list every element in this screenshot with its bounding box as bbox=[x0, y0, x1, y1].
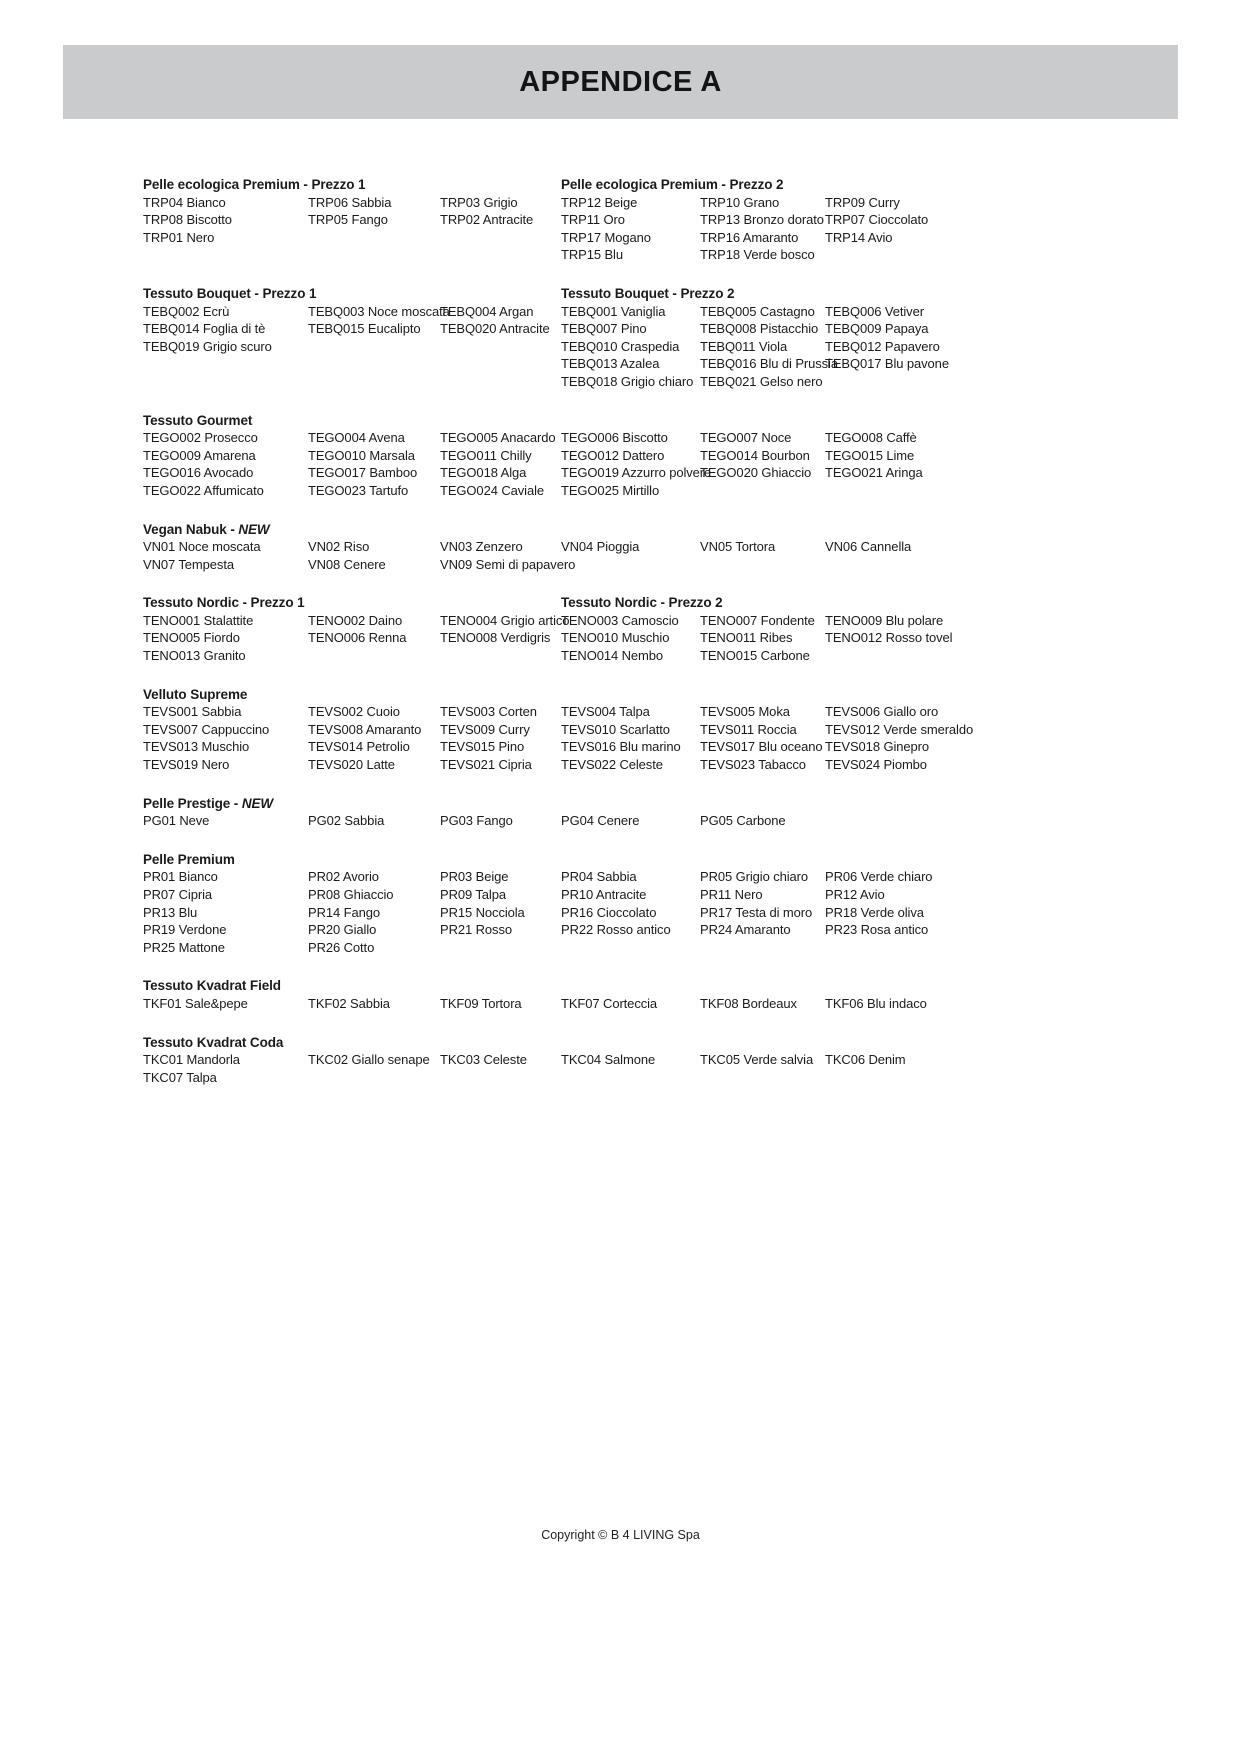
color-code-item: TEGO017 Bamboo bbox=[308, 465, 418, 481]
color-code-item: TEBQ006 Vetiver bbox=[825, 303, 924, 319]
color-code-item: PR11 Nero bbox=[700, 887, 763, 902]
color-code-item: PR21 Rosso bbox=[440, 922, 512, 938]
color-code-item: TEBQ004 Argan bbox=[440, 303, 534, 319]
color-code-item: TEVS010 Scarlatto bbox=[561, 721, 670, 737]
section-title: Tessuto Kvadrat Field bbox=[143, 978, 281, 994]
color-code-item: TEGO022 Affumicato bbox=[143, 482, 264, 498]
color-code-item: TEGO014 Bourbon bbox=[700, 447, 810, 463]
new-badge: NEW bbox=[241, 795, 274, 811]
color-code-item: VN03 Zenzero bbox=[440, 539, 523, 555]
color-code-item: TEBQ015 Eucalipto bbox=[308, 321, 421, 337]
section-title: Tessuto Kvadrat Coda bbox=[143, 1034, 284, 1050]
color-code-item: TENO007 Fondente bbox=[700, 612, 815, 628]
color-code-item: TEGO023 Tartufo bbox=[308, 482, 409, 498]
color-code-item: TENO005 Fiordo bbox=[143, 630, 240, 646]
color-code-item: TEGO009 Amarena bbox=[143, 447, 256, 463]
color-code-item: TEGO016 Avocado bbox=[143, 465, 254, 481]
color-code-item: PR02 Avorio bbox=[308, 869, 379, 885]
color-code-item: PR09 Talpa bbox=[440, 887, 506, 902]
color-code-item: VN02 Riso bbox=[308, 539, 370, 555]
color-code-item: TEVS002 Cuoio bbox=[308, 704, 400, 720]
color-code-item: TEBQ005 Castagno bbox=[700, 303, 815, 319]
color-code-item: TKF02 Sabbia bbox=[308, 995, 390, 1011]
color-code-item: TENO012 Rosso tovel bbox=[825, 630, 953, 646]
color-code-item: TEVS015 Pino bbox=[440, 739, 525, 755]
color-code-item: TEBQ001 Vaniglia bbox=[561, 303, 666, 319]
color-code-item: VN07 Tempesta bbox=[143, 556, 234, 572]
section bbox=[143, 686, 1153, 774]
color-code-item: TKC06 Denim bbox=[825, 1052, 906, 1068]
color-code-item: TENO008 Verdigris bbox=[440, 630, 551, 646]
color-code-item: TEVS012 Verde smeraldo bbox=[825, 721, 974, 737]
color-code-item: TENO006 Renna bbox=[308, 630, 407, 646]
color-code-item: VN01 Noce moscata bbox=[143, 539, 261, 555]
new-badge: NEW bbox=[238, 521, 270, 537]
color-code-item: TRP04 Bianco bbox=[143, 194, 226, 210]
color-code-item: TEVS006 Giallo oro bbox=[825, 704, 939, 720]
color-code-item: PR25 Mattone bbox=[143, 939, 225, 955]
color-code-item: TEGO004 Avena bbox=[308, 430, 405, 446]
color-code-item: TEGO015 Lime bbox=[825, 447, 915, 463]
color-code-item: TKF08 Bordeaux bbox=[700, 995, 797, 1011]
color-code-item: TKF09 Tortora bbox=[440, 995, 522, 1011]
color-code-item: TEBQ018 Grigio chiaro bbox=[561, 373, 694, 389]
color-code-item: TEGO020 Ghiaccio bbox=[700, 465, 812, 481]
color-code-item: PR26 Cotto bbox=[308, 939, 375, 955]
color-code-item: TEGO011 Chilly bbox=[440, 447, 532, 463]
color-code-item: TEBQ003 Noce moscata bbox=[308, 303, 450, 319]
color-code-item: TEVS001 Sabbia bbox=[143, 704, 242, 720]
color-code-item: TEBQ016 Blu di Prussia bbox=[700, 356, 838, 372]
page-title: APPENDICE A bbox=[519, 65, 722, 98]
color-code-item: PG02 Sabbia bbox=[308, 813, 385, 829]
color-code-item: PG05 Carbone bbox=[700, 813, 786, 829]
color-code-item: TKF06 Blu indaco bbox=[825, 995, 927, 1011]
color-code-item: TKC02 Giallo senape bbox=[308, 1052, 430, 1068]
color-code-item: VN06 Cannella bbox=[825, 539, 912, 555]
section bbox=[143, 851, 1153, 957]
color-code-item: TKF07 Corteccia bbox=[561, 995, 658, 1011]
color-code-item: TRP18 Verde bosco bbox=[700, 247, 815, 263]
section-title: Vegan Nabuk - NEW bbox=[143, 521, 270, 537]
color-code-item: PR24 Amaranto bbox=[700, 922, 791, 938]
color-code-item: PR13 Blu bbox=[143, 904, 198, 920]
section-title: Tessuto Bouquet - Prezzo 2 bbox=[561, 285, 735, 301]
color-code-item: TRP11 Oro bbox=[561, 212, 625, 228]
section-title: Pelle ecologica Premium - Prezzo 2 bbox=[561, 177, 784, 192]
section bbox=[143, 977, 1153, 1012]
color-code-item: PR19 Verdone bbox=[143, 922, 227, 938]
color-code-item: TEGO006 Biscotto bbox=[561, 430, 668, 446]
color-code-item: TEBQ012 Papavero bbox=[825, 338, 940, 354]
color-code-item: PR05 Grigio chiaro bbox=[700, 869, 809, 885]
color-code-item: TRP05 Fango bbox=[308, 212, 388, 228]
color-code-item: TENO014 Nembo bbox=[561, 648, 664, 664]
color-code-item: PR22 Rosso antico bbox=[561, 922, 671, 938]
color-code-item: TEVS003 Corten bbox=[440, 704, 537, 720]
color-code-item: TEVS009 Curry bbox=[440, 721, 530, 737]
color-code-item: TEBQ013 Azalea bbox=[561, 356, 660, 372]
color-code-item: PR10 Antracite bbox=[561, 887, 647, 902]
color-code-item: TEGO025 Mirtillo bbox=[561, 482, 660, 498]
section-title: Tessuto Nordic - Prezzo 1 bbox=[143, 595, 305, 611]
color-code-item: TEGO019 Azzurro polvere bbox=[561, 465, 712, 481]
section-title: Pelle Premium bbox=[143, 851, 235, 867]
color-code-item: TRP14 Avio bbox=[825, 229, 893, 245]
color-code-item: TEVS020 Latte bbox=[308, 757, 395, 773]
color-code-item: TEGO002 Prosecco bbox=[143, 430, 258, 446]
color-code-item: TEGO021 Aringa bbox=[825, 465, 923, 481]
color-code-item: PR07 Cipria bbox=[143, 887, 212, 902]
color-code-item: TKF01 Sale&pepe bbox=[143, 995, 248, 1011]
color-code-item: TEVS017 Blu oceano bbox=[700, 739, 823, 755]
color-code-item: TEVS014 Petrolio bbox=[308, 739, 410, 755]
color-code-item: TENO010 Muschio bbox=[561, 630, 670, 646]
color-code-item: PR06 Verde chiaro bbox=[825, 869, 933, 885]
section-title: Tessuto Bouquet - Prezzo 1 bbox=[143, 285, 317, 301]
color-code-item: TEBQ007 Pino bbox=[561, 321, 647, 337]
color-code-item: PR23 Rosa antico bbox=[825, 922, 929, 938]
color-code-item: TEGO005 Anacardo bbox=[440, 430, 556, 446]
color-code-item: TEVS016 Blu marino bbox=[561, 739, 681, 755]
color-code-item: TEGO008 Caffè bbox=[825, 430, 917, 446]
color-code-item: TEGO018 Alga bbox=[440, 465, 527, 481]
color-code-item: PR20 Giallo bbox=[308, 922, 377, 938]
color-code-item: VN08 Cenere bbox=[308, 556, 386, 572]
color-code-item: TEVS004 Talpa bbox=[561, 704, 650, 720]
color-code-item: TRP09 Curry bbox=[825, 194, 900, 210]
color-code-item: TRP03 Grigio bbox=[440, 194, 518, 210]
color-code-item: PR17 Testa di moro bbox=[700, 904, 813, 920]
color-code-item: TEBQ017 Blu pavone bbox=[825, 356, 949, 372]
color-code-item: TENO013 Granito bbox=[143, 648, 246, 664]
section-title: Tessuto Gourmet bbox=[143, 412, 253, 428]
color-code-item: TENO002 Daino bbox=[308, 612, 403, 628]
section bbox=[143, 412, 1153, 500]
color-code-item: TENO003 Camoscio bbox=[561, 612, 679, 628]
color-code-item: PG04 Cenere bbox=[561, 813, 640, 829]
color-code-item: VN05 Tortora bbox=[700, 539, 776, 555]
color-code-item: PR01 Bianco bbox=[143, 869, 218, 885]
color-code-item: TRP13 Bronzo dorato bbox=[700, 212, 824, 228]
color-code-item: VN09 Semi di papavero bbox=[440, 556, 576, 572]
color-code-item: TEVS019 Nero bbox=[143, 757, 230, 773]
color-code-item: TEBQ002 Ecrù bbox=[143, 303, 230, 319]
color-code-item: TEVS023 Tabacco bbox=[700, 757, 806, 773]
color-code-item: PG01 Neve bbox=[143, 813, 210, 829]
color-code-item: TEGO024 Caviale bbox=[440, 482, 544, 498]
color-code-item: TENO004 Grigio artico bbox=[440, 612, 570, 628]
color-code-item: TEVS013 Muschio bbox=[143, 739, 250, 755]
color-code-item: TEVS024 Piombo bbox=[825, 757, 927, 773]
color-code-item: TKC03 Celeste bbox=[440, 1052, 527, 1068]
color-code-item: TEVS008 Amaranto bbox=[308, 721, 422, 737]
section bbox=[143, 1034, 1153, 1087]
color-code-item: TEBQ014 Foglia di tè bbox=[143, 321, 266, 337]
color-code-item: TRP15 Blu bbox=[561, 247, 623, 263]
color-code-item: TRP17 Mogano bbox=[561, 229, 651, 245]
color-code-item: PR03 Beige bbox=[440, 869, 509, 885]
color-code-item: TEVS021 Cipria bbox=[440, 757, 532, 773]
color-code-item: PR08 Ghiaccio bbox=[308, 887, 394, 902]
color-code-item: TEVS005 Moka bbox=[700, 704, 790, 720]
color-code-item: TENO009 Blu polare bbox=[825, 612, 944, 628]
section bbox=[143, 285, 1153, 391]
footer-copyright: Copyright © B 4 LIVING Spa bbox=[541, 1528, 700, 1542]
color-code-item: TEGO012 Dattero bbox=[561, 447, 665, 463]
color-code-item: TRP16 Amaranto bbox=[700, 229, 799, 245]
color-code-item: TKC07 Talpa bbox=[143, 1069, 217, 1085]
color-code-item: TEBQ010 Craspedia bbox=[561, 338, 680, 354]
color-code-item: TEVS022 Celeste bbox=[561, 757, 663, 773]
color-code-item: PR15 Nocciola bbox=[440, 904, 525, 920]
color-code-item: TRP02 Antracite bbox=[440, 212, 534, 228]
color-code-item: TEVS018 Ginepro bbox=[825, 739, 930, 755]
section-title: Pelle ecologica Premium - Prezzo 1 bbox=[143, 177, 366, 192]
color-code-item: TEVS011 Roccia bbox=[700, 721, 797, 737]
section bbox=[143, 521, 1153, 574]
color-code-item: TRP07 Cioccolato bbox=[825, 212, 929, 228]
color-code-item: TEGO007 Noce bbox=[700, 430, 792, 446]
color-code-item: PR04 Sabbia bbox=[561, 869, 637, 885]
color-code-item: TRP06 Sabbia bbox=[308, 194, 392, 210]
section-title: Velluto Supreme bbox=[143, 686, 248, 702]
color-code-item: TENO011 Ribes bbox=[700, 630, 793, 646]
color-code-item: PR18 Verde oliva bbox=[825, 904, 924, 920]
color-code-item: TKC05 Verde salvia bbox=[700, 1052, 814, 1068]
color-code-item: TRP12 Beige bbox=[561, 194, 638, 210]
color-code-item: TEBQ020 Antracite bbox=[440, 321, 550, 337]
section bbox=[143, 176, 1153, 264]
header-banner bbox=[63, 45, 1178, 119]
color-code-item: TKC01 Mandorla bbox=[143, 1052, 240, 1068]
color-code-item: PR14 Fango bbox=[308, 904, 380, 920]
color-code-item: TEBQ021 Gelso nero bbox=[700, 373, 823, 389]
section bbox=[143, 594, 1153, 664]
color-code-item: TENO015 Carbone bbox=[700, 648, 810, 664]
color-code-item: TEBQ008 Pistacchio bbox=[700, 321, 819, 337]
color-code-item: PR16 Cioccolato bbox=[561, 904, 657, 920]
color-code-item: TRP10 Grano bbox=[700, 194, 780, 210]
color-code-item: TKC04 Salmone bbox=[561, 1052, 656, 1068]
color-code-item: TEVS007 Cappuccino bbox=[143, 721, 270, 737]
color-code-item: TEBQ019 Grigio scuro bbox=[143, 338, 272, 354]
section bbox=[143, 795, 1153, 830]
section-title: Tessuto Nordic - Prezzo 2 bbox=[561, 595, 723, 611]
color-code-item: TEBQ011 Viola bbox=[700, 338, 788, 354]
color-code-item: TRP01 Nero bbox=[143, 229, 215, 245]
color-code-item: VN04 Pioggia bbox=[561, 539, 640, 555]
content bbox=[143, 176, 1153, 1107]
color-code-item: PG03 Fango bbox=[440, 813, 513, 829]
color-code-item: PR12 Avio bbox=[825, 887, 885, 902]
color-code-item: TEBQ009 Papaya bbox=[825, 321, 929, 337]
color-code-item: TRP08 Biscotto bbox=[143, 212, 232, 228]
color-code-item: TEGO010 Marsala bbox=[308, 447, 415, 463]
section-title: Pelle Prestige - NEW bbox=[143, 795, 274, 811]
color-code-item: TENO001 Stalattite bbox=[143, 612, 254, 628]
